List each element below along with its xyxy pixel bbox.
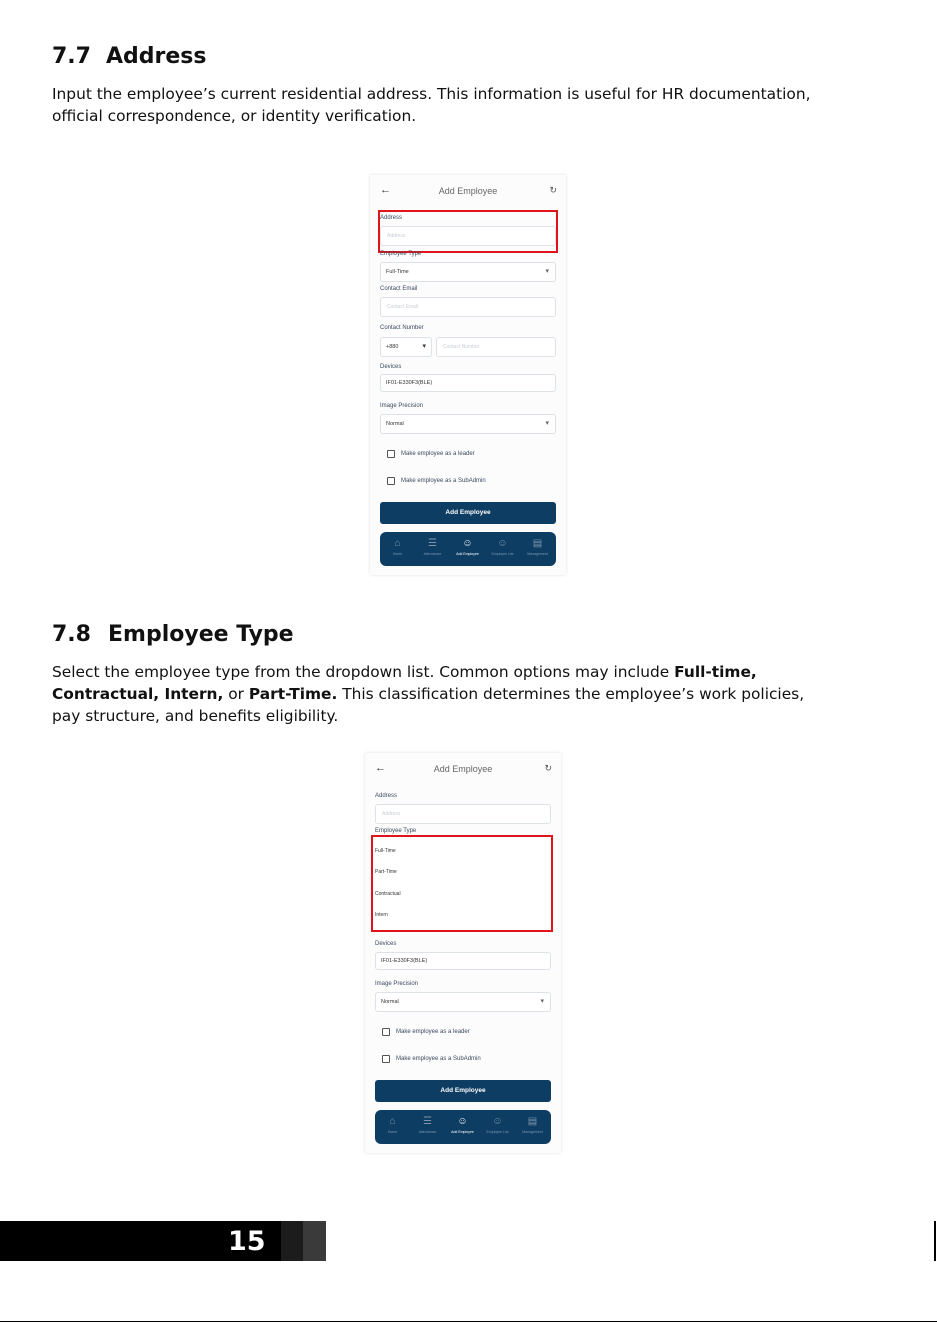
nav-label: Attendance (418, 1130, 437, 1134)
contact-email-label: Contact Email (380, 286, 418, 292)
chevron-down-icon: ▾ (422, 343, 426, 350)
back-arrow-icon[interactable]: ← (380, 184, 391, 196)
address-label: Address (375, 793, 398, 799)
chevron-down-icon: ▾ (545, 420, 549, 427)
nav-management[interactable] (520, 532, 555, 566)
address-placeholder: Address (382, 811, 401, 817)
option-contractual[interactable]: Contractual (375, 891, 401, 897)
add-employee-screenshot-employee-type (365, 753, 561, 1153)
add-employee-button[interactable]: Add Employee (380, 502, 556, 524)
management-icon: ▤ (532, 538, 543, 549)
page-bottom-rule (0, 1321, 937, 1322)
add-user-icon: ☺ (462, 538, 473, 549)
subadmin-checkbox-label: Make employee as a SubAdmin (396, 1056, 481, 1062)
contact-number-input[interactable] (436, 337, 556, 357)
employee-type-value: Full-Time (386, 269, 409, 275)
add-user-icon: ☺ (457, 1116, 468, 1127)
refresh-icon[interactable]: ↻ (544, 763, 552, 773)
footer-accent-dark (281, 1221, 303, 1261)
subadmin-checkbox-label: Make employee as a SubAdmin (401, 478, 486, 484)
option-part-time[interactable]: Part-Time (375, 869, 397, 875)
nav-employee-list[interactable] (480, 1110, 515, 1144)
leader-checkbox-label: Make employee as a leader (401, 451, 475, 457)
address-input[interactable] (375, 804, 551, 824)
image-precision-select[interactable] (380, 414, 556, 434)
subadmin-checkbox[interactable] (387, 477, 395, 485)
nav-label: Home (387, 1130, 398, 1134)
option-intern[interactable]: Intern (375, 912, 388, 918)
nav-employee-list[interactable] (485, 532, 520, 566)
add-employee-screenshot-address (370, 175, 566, 575)
nav-label: Employee List (491, 552, 514, 556)
image-precision-label: Image Precision (375, 981, 419, 987)
home-icon: ⌂ (394, 538, 401, 549)
section-title: Address (106, 44, 207, 69)
bottom-nav (375, 1110, 551, 1144)
leader-checkbox[interactable] (387, 450, 395, 458)
section-title: Employee Type (108, 622, 294, 647)
nav-label: Employee List (486, 1130, 509, 1134)
devices-field[interactable] (380, 374, 556, 392)
option-full-time[interactable]: Full-Time (375, 848, 396, 854)
employee-type-label: Employee Type (380, 251, 422, 257)
image-precision-select[interactable] (375, 992, 551, 1012)
section-number: 7.8 (52, 622, 91, 647)
paragraph-bold-text: Part-Time. (248, 685, 338, 703)
nav-add-employee[interactable] (445, 1110, 480, 1144)
address-placeholder: Address (387, 233, 406, 239)
nav-label: Home (392, 552, 403, 556)
section-7-7-paragraph: Input the employee’s current residential address. This information is useful for HR documentation, official correspondence, or identity verification. (52, 85, 811, 125)
app-header (365, 753, 561, 787)
app-header (370, 175, 566, 209)
nav-attendance[interactable] (415, 532, 450, 566)
section-7-7-heading (52, 44, 206, 69)
add-employee-button[interactable]: Add Employee (375, 1080, 551, 1102)
nav-label: Management (522, 1130, 543, 1134)
nav-home[interactable] (380, 532, 415, 566)
page-number: 15 (228, 1226, 266, 1257)
section-7-8-paragraph (52, 661, 832, 727)
paragraph-bold-text: Full-time, Contractual, Intern, (52, 663, 757, 703)
chevron-down-icon: ▾ (545, 268, 549, 275)
leader-checkbox-label: Make employee as a leader (396, 1029, 470, 1035)
paragraph-text: Select the employee type from the dropdown list. Common options may include (52, 663, 675, 681)
nav-attendance[interactable] (410, 1110, 445, 1144)
country-code-value: +880 (386, 344, 399, 350)
nav-management[interactable] (515, 1110, 550, 1144)
home-icon: ⌂ (389, 1116, 396, 1127)
list-icon: ☰ (423, 1116, 432, 1127)
image-precision-label: Image Precision (380, 403, 424, 409)
address-highlight-box (378, 210, 558, 253)
management-icon: ▤ (527, 1116, 538, 1127)
section-7-8-heading (52, 622, 294, 647)
nav-label: Add Employee (456, 552, 479, 556)
employee-type-highlight-box (371, 835, 553, 932)
address-label: Address (380, 215, 403, 221)
image-precision-value: Normal (386, 421, 404, 427)
contact-email-input[interactable] (380, 297, 556, 317)
screen-title: Add Employee (438, 186, 498, 196)
back-arrow-icon[interactable]: ← (375, 762, 386, 774)
refresh-icon[interactable]: ↻ (549, 185, 557, 195)
nav-label: Add Employee (451, 1130, 474, 1134)
devices-field[interactable] (375, 952, 551, 970)
nav-home[interactable] (375, 1110, 410, 1144)
bottom-nav (380, 532, 556, 566)
devices-value: IF01-E330F3(BLE) (386, 380, 433, 386)
contact-number-label: Contact Number (380, 325, 424, 331)
user-icon: ☺ (497, 538, 508, 549)
nav-label: Attendance (423, 552, 442, 556)
leader-checkbox[interactable] (382, 1028, 390, 1036)
nav-add-employee[interactable] (450, 532, 485, 566)
nav-label: Management (527, 552, 548, 556)
footer-edge-mark (934, 1221, 936, 1261)
screen-title: Add Employee (433, 764, 493, 774)
paragraph-text: or (223, 685, 249, 703)
contact-email-placeholder: Contact Email (387, 304, 419, 310)
subadmin-checkbox[interactable] (382, 1055, 390, 1063)
image-precision-value: Normal (381, 999, 399, 1005)
section-number: 7.7 (52, 44, 91, 69)
footer-accent-grey (303, 1221, 326, 1261)
chevron-down-icon: ▾ (540, 998, 544, 1005)
contact-number-placeholder: Contact Number (443, 344, 480, 350)
paragraph-text: This classification determines the employee’s work policies, pay structure, and benefits eligibility. (52, 685, 805, 725)
list-icon: ☰ (428, 538, 437, 549)
employee-type-label: Employee Type (375, 828, 417, 834)
user-icon: ☺ (492, 1116, 503, 1127)
employee-type-select[interactable] (380, 262, 556, 282)
devices-label: Devices (380, 364, 402, 370)
devices-label: Devices (375, 941, 397, 947)
devices-value: IF01-E330F3(BLE) (381, 958, 428, 964)
country-code-select[interactable] (380, 337, 432, 357)
